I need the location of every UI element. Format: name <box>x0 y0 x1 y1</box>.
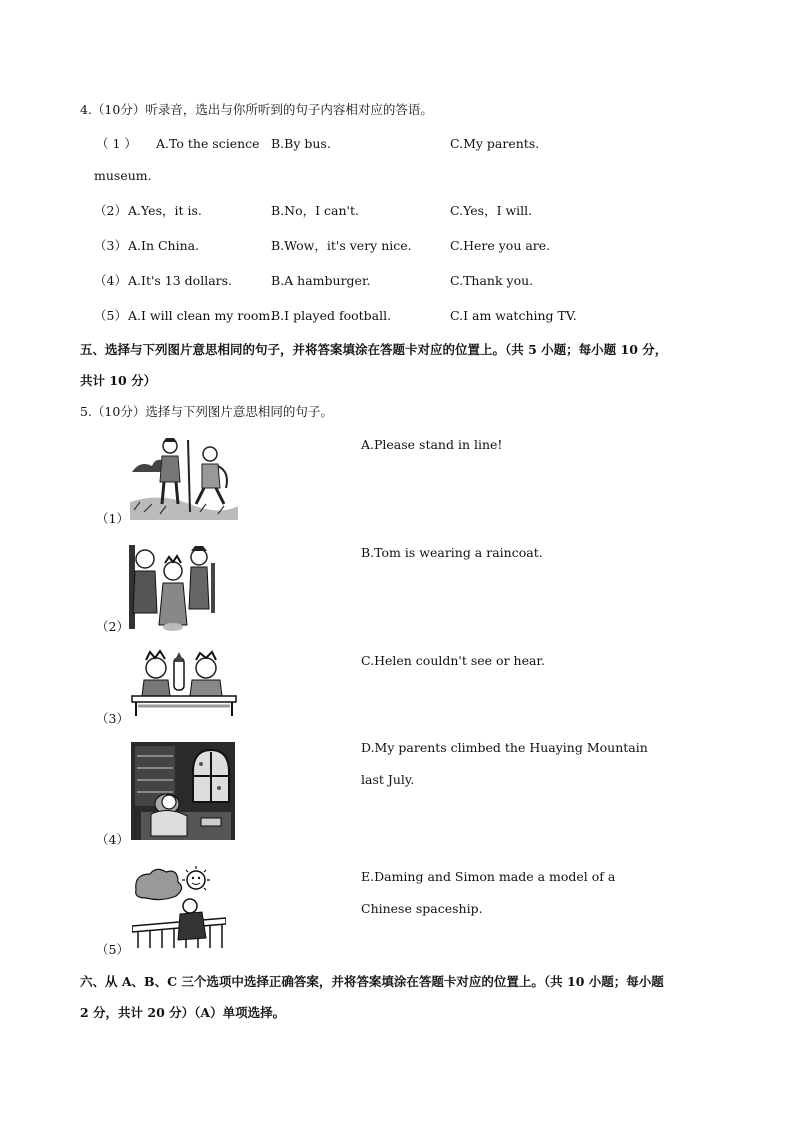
q4-item1-number: （ 1 ） <box>96 136 137 151</box>
q4-item5-option-a: A.I will clean my room. <box>128 308 275 323</box>
q4-item3-number: （3） <box>94 238 127 253</box>
q5-option-d-line1: D.My parents climbed the Huaying Mountain <box>361 740 648 755</box>
q4-item1-option-a-continued: museum. <box>94 168 152 183</box>
q5-picture-4-number: （4） <box>96 832 129 847</box>
q5-option-a: A.Please stand in line! <box>361 437 503 452</box>
q5-option-d-line2: last July. <box>361 772 415 787</box>
q4-item3-option-a: A.In China. <box>128 238 200 253</box>
q5-option-e-line2: Chinese spaceship. <box>361 901 483 916</box>
q4-item4-option-b: B.A hamburger. <box>271 273 371 288</box>
q5-heading: 5.（10分）选择与下列图片意思相同的句子。 <box>80 404 333 419</box>
q5-option-b: B.Tom is wearing a raincoat. <box>361 545 543 560</box>
section6-instruction-line1: 六、从 A、B、C 三个选项中选择正确答案，并将答案填涂在答题卡对应的位置上。（共 10 小题；每小题 <box>80 974 664 989</box>
q4-item5-number: （5） <box>94 308 127 323</box>
q5-picture-3-number: （3） <box>96 711 129 726</box>
q4-item1-option-b: B.By bus. <box>271 136 331 151</box>
section5-instruction-line2: 共计 10 分） <box>80 373 157 388</box>
q4-item1-option-a: A.To the science <box>156 136 260 151</box>
q5-picture-2-raincoat <box>127 543 219 633</box>
q4-item4-option-c: C.Thank you. <box>450 273 534 288</box>
q4-item2-option-b: B.No，I can't. <box>271 203 359 218</box>
q4-item3-option-b: B.Wow，it's very nice. <box>271 238 412 253</box>
section5-instruction-line1: 五、选择与下列图片意思相同的句子，并将答案填涂在答题卡对应的位置上。（共 5 小题；每小题 10 分， <box>80 342 668 357</box>
q5-picture-5-sun-cloud <box>132 864 226 948</box>
q4-item4-option-a: A.It's 13 dollars. <box>128 273 233 288</box>
q5-option-c: C.Helen couldn't see or hear. <box>361 653 546 668</box>
q4-heading: 4.（10分）听录音，选出与你所听到的句子内容相对应的答语。 <box>80 102 433 117</box>
q4-item1-option-c: C.My parents. <box>450 136 540 151</box>
q4-item2-option-c: C.Yes，I will. <box>450 203 533 218</box>
q4-item2-number: （2） <box>94 203 127 218</box>
q5-picture-2-number: （2） <box>96 619 129 634</box>
section6-instruction-line2: 2 分，共计 20 分）（A）单项选择。 <box>80 1005 286 1020</box>
q4-item3-option-c: C.Here you are. <box>450 238 551 253</box>
q5-picture-1-number: （1） <box>96 511 129 526</box>
q5-picture-1-hiking <box>130 432 238 520</box>
q4-item2-option-a: A.Yes，it is. <box>128 203 202 218</box>
q5-picture-3-model-spaceship <box>128 648 238 718</box>
q5-picture-4-girl-window <box>131 742 235 840</box>
q4-item5-option-c: C.I am watching TV. <box>450 308 577 323</box>
q4-item5-option-b: B.I played football. <box>271 308 392 323</box>
q4-item4-number: （4） <box>94 273 127 288</box>
q5-option-e-line1: E.Daming and Simon made a model of a <box>361 869 616 884</box>
q5-picture-5-number: （5） <box>96 942 129 957</box>
